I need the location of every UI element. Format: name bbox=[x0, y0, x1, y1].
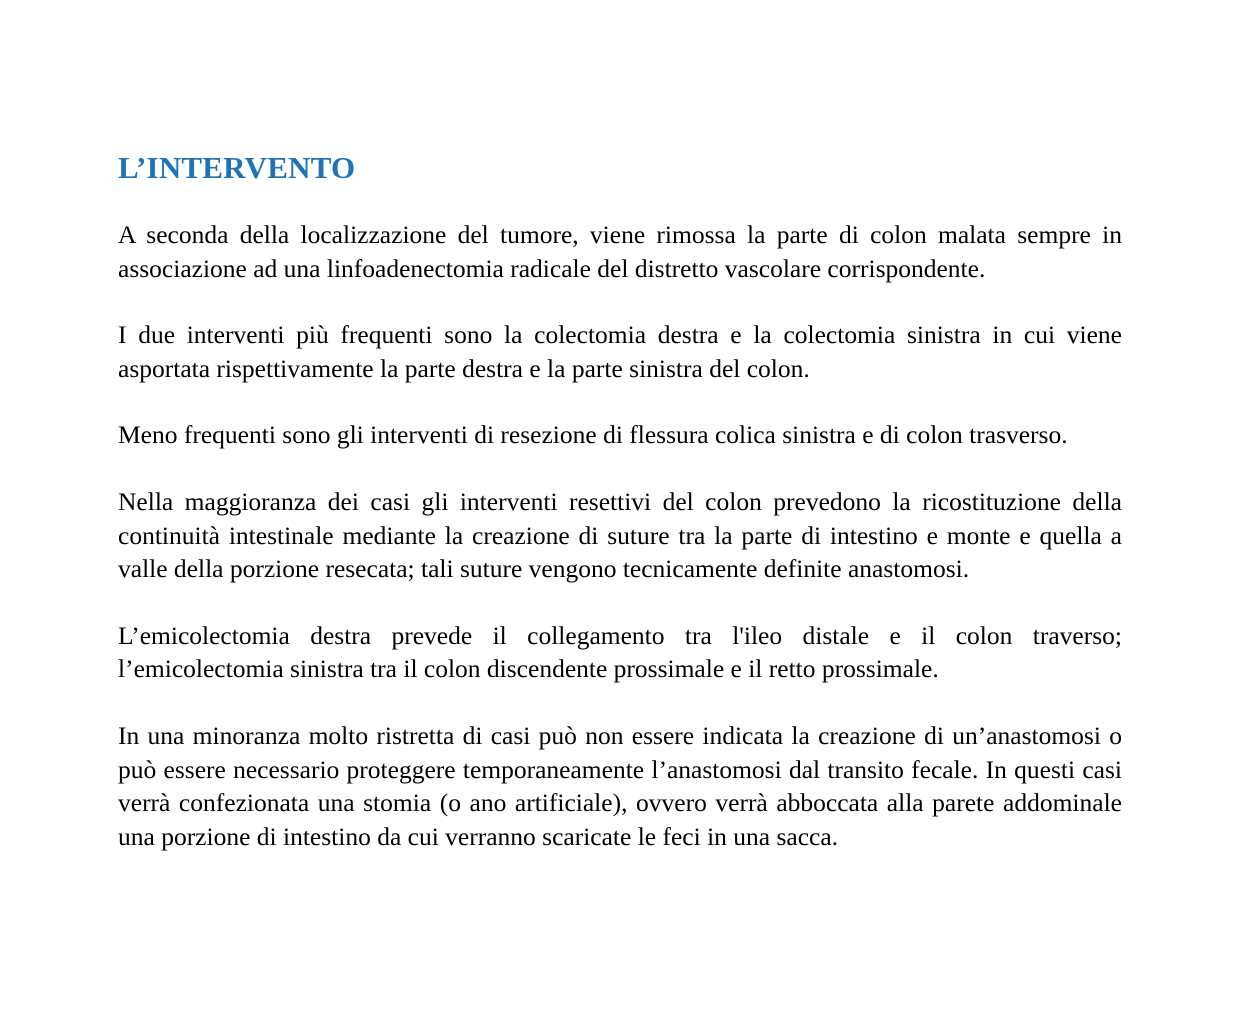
paragraph-stoma: In una minoranza molto ristretta di casi può non essere indicata la creazione di un’anastomosi o può essere necessario proteggere temporaneamente l’anastomosi dal transito fecale. In questi casi verrà confezionata una stomia (o ano artificiale), ovvero verrà abboccata alla parete addominale una porzione di intestino da cui verranno scaricate le feci in una sacca. bbox=[118, 720, 1122, 851]
document-page bbox=[118, 148, 1122, 886]
paragraph-less-frequent-interventions: Meno frequenti sono gli interventi di resezione di flessura colica sinistra e di colon trasverso. bbox=[118, 420, 1068, 450]
section-title: L’INTERVENTO bbox=[118, 150, 356, 185]
paragraph-tumor-localization: A seconda della localizzazione del tumore, viene rimossa la parte di colon malata sempre in associazione ad una linfoadenectomia radicale del distretto vascolare corrispondente. bbox=[118, 220, 1122, 283]
paragraph-anastomosis: Nella maggioranza dei casi gli interventi resettivi del colon prevedono la ricostituzione della continuità intestinale mediante la creazione di suture tra la parte di intestino e monte e quella a valle della porzione resecata; tali suture vengono tecnicamente definite anastomosi. bbox=[118, 486, 1122, 584]
paragraph-hemicolectomy: L’emicolectomia destra prevede il collegamento tra l'ileo distale e il colon traverso; l’emicolectomia sinistra tra il colon discendente prossimale e il retto prossimale. bbox=[118, 620, 1122, 684]
paragraph-frequent-interventions: I due interventi più frequenti sono la colectomia destra e la colectomia sinistra in cui viene asportata rispettivamente la parte destra e la parte sinistra del colon. bbox=[118, 320, 1122, 383]
